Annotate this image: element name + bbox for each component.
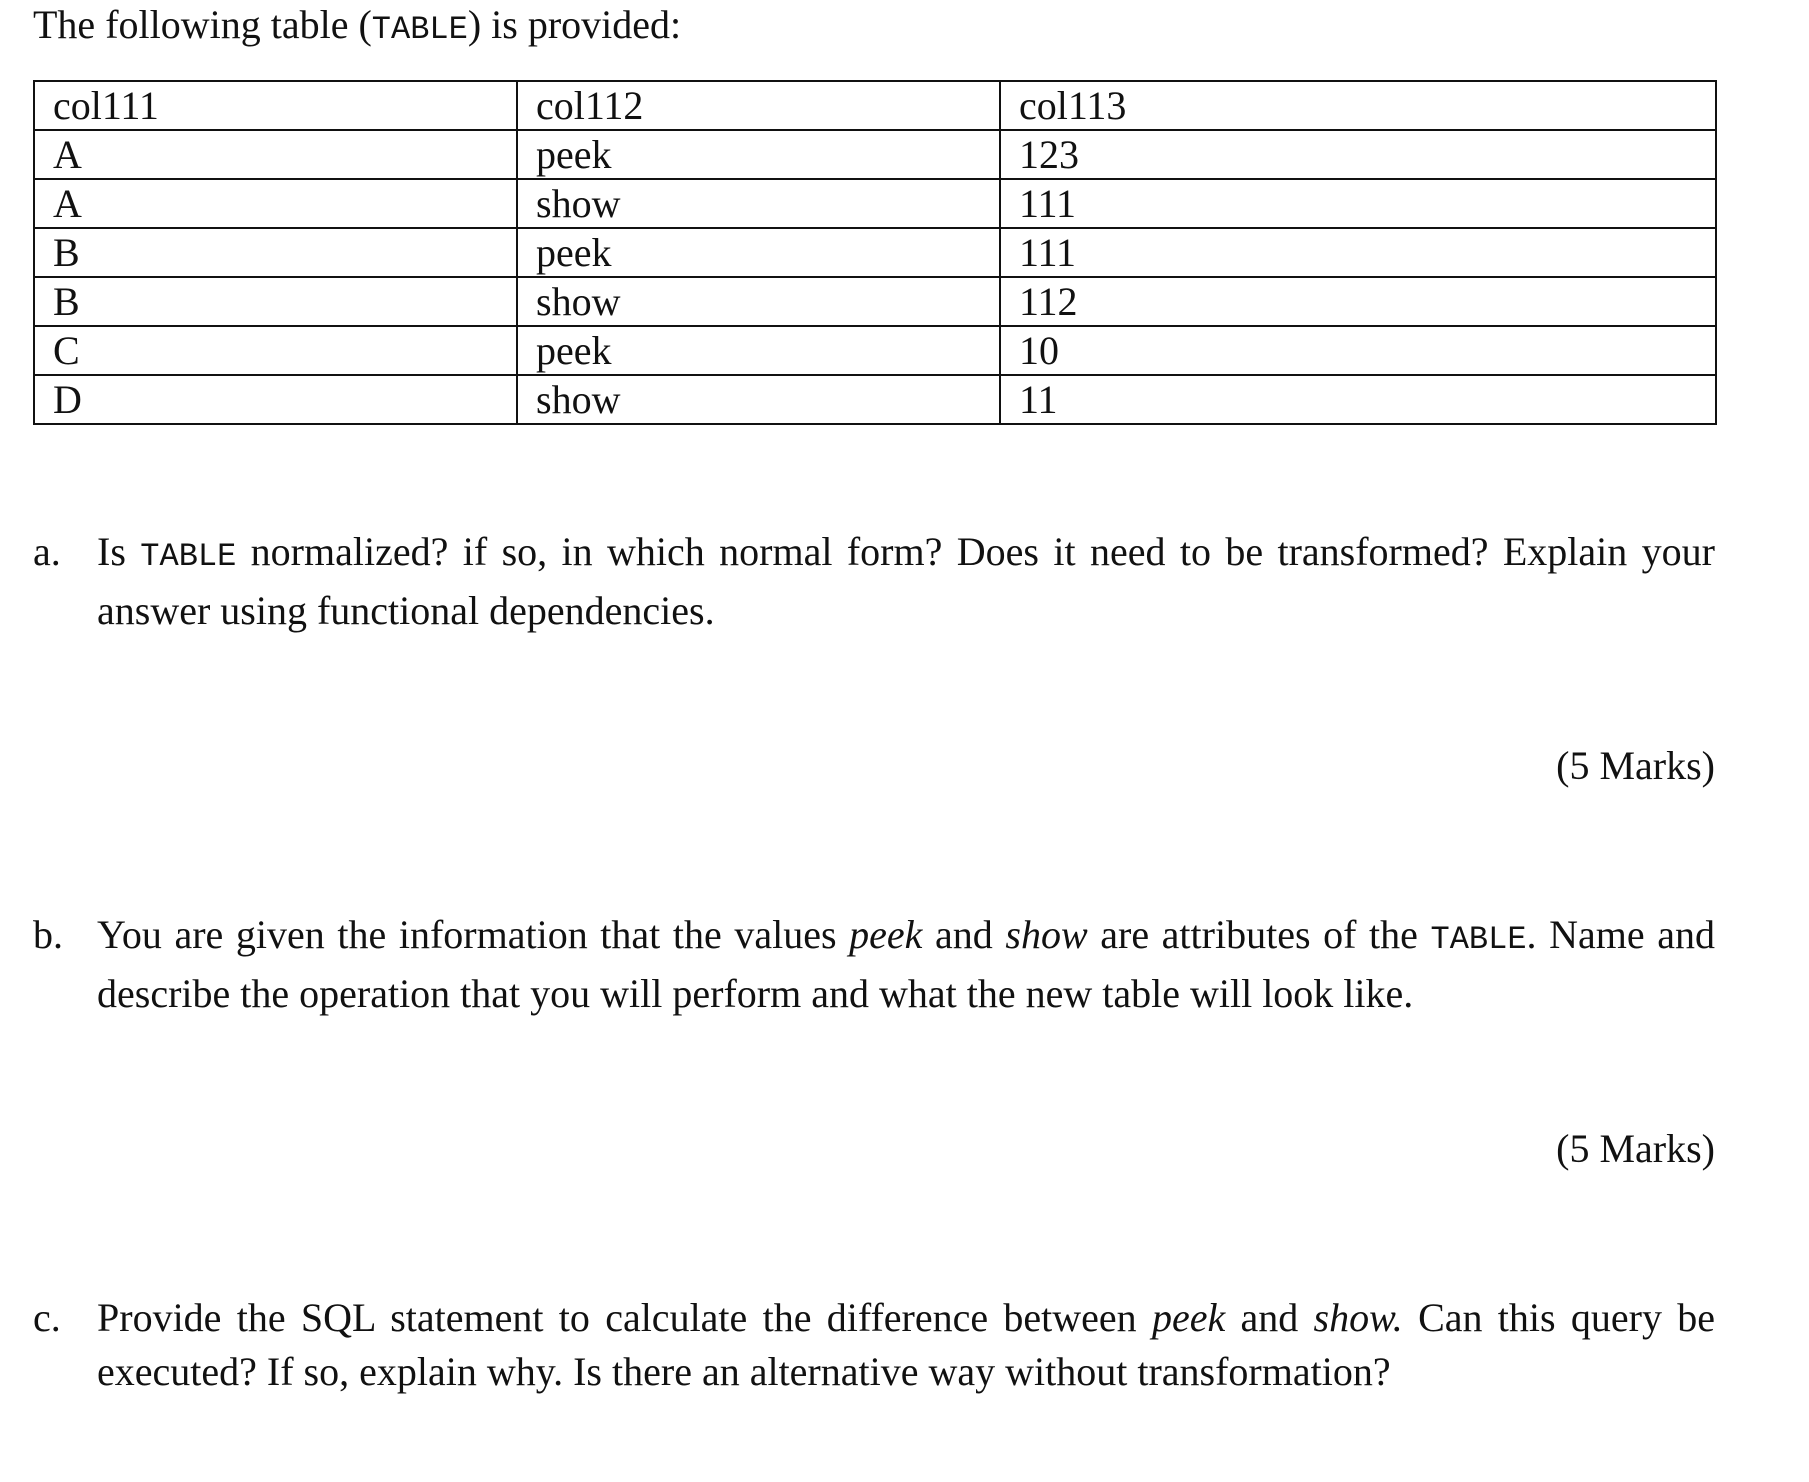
question-b-em2: show (1005, 912, 1088, 957)
table-cell: peek (517, 130, 1000, 179)
table-cell: peek (517, 228, 1000, 277)
question-b-em1: peek (849, 912, 923, 957)
table-cell: D (34, 375, 517, 424)
table-row (34, 179, 1716, 228)
table-cell: A (34, 130, 517, 179)
table-cell: C (34, 326, 517, 375)
table-cell: A (34, 179, 517, 228)
intro-text (33, 0, 681, 55)
table-cell: show (517, 277, 1000, 326)
table-cell: 112 (1000, 277, 1716, 326)
table-cell: peek (517, 326, 1000, 375)
question-b-part3: are attributes of the (1087, 912, 1431, 957)
question-a-code: TABLE (140, 538, 237, 575)
table-row (34, 277, 1716, 326)
intro-table-name: TABLE (371, 11, 468, 48)
question-c-label: c. (33, 1295, 61, 1340)
data-table (33, 80, 1717, 425)
table-cell: show (517, 179, 1000, 228)
table-cell: B (34, 228, 517, 277)
question-a-part2: normalized? if so, in which normal form? Does it need to be transformed? Explain your answer using functional dependencies. (97, 529, 1715, 633)
table-cell: 11 (1000, 375, 1716, 424)
table-header-cell: col113 (1000, 81, 1716, 130)
question-c (33, 1291, 1715, 1399)
table-cell: 111 (1000, 179, 1716, 228)
table-header-cell: col112 (517, 81, 1000, 130)
question-c-part2: and (1225, 1295, 1314, 1340)
table-cell: show (517, 375, 1000, 424)
question-a (33, 525, 1715, 638)
question-c-em1: peek (1151, 1295, 1226, 1340)
table-row (34, 130, 1716, 179)
question-c-em2: show. (1313, 1295, 1403, 1340)
question-b-part2: and (922, 912, 1006, 957)
question-a-text (97, 525, 1715, 638)
question-b-code: TABLE (1430, 921, 1527, 958)
question-b (33, 908, 1715, 1021)
question-c-text (97, 1291, 1715, 1399)
table-header-cell: col111 (34, 81, 517, 130)
question-a-part1: Is (97, 529, 141, 574)
question-c-part3: Can this query be executed? If so, explain why. Is there an alternative way without transformation? (97, 1295, 1715, 1394)
table-row (34, 326, 1716, 375)
table-header-row (34, 81, 1716, 130)
table-cell: B (34, 277, 517, 326)
question-b-marks: (5 Marks) (1556, 1126, 1715, 1171)
question-a-marks: (5 Marks) (1556, 743, 1715, 788)
table-cell: 111 (1000, 228, 1716, 277)
table-cell: 10 (1000, 326, 1716, 375)
table-row (34, 375, 1716, 424)
question-b-part1: You are given the information that the values (97, 912, 850, 957)
question-a-label: a. (33, 529, 61, 574)
table-cell: 123 (1000, 130, 1716, 179)
question-b-part4: . Name and describe the operation that you will perform and what the new table will look like. (97, 912, 1715, 1016)
question-b-text (97, 908, 1715, 1021)
question-c-part1: Provide the SQL statement to calculate the difference between (97, 1295, 1152, 1340)
intro-suffix: ) is provided: (467, 2, 682, 47)
question-b-label: b. (33, 912, 63, 957)
table-row (34, 228, 1716, 277)
intro-prefix: The following table ( (33, 2, 372, 47)
